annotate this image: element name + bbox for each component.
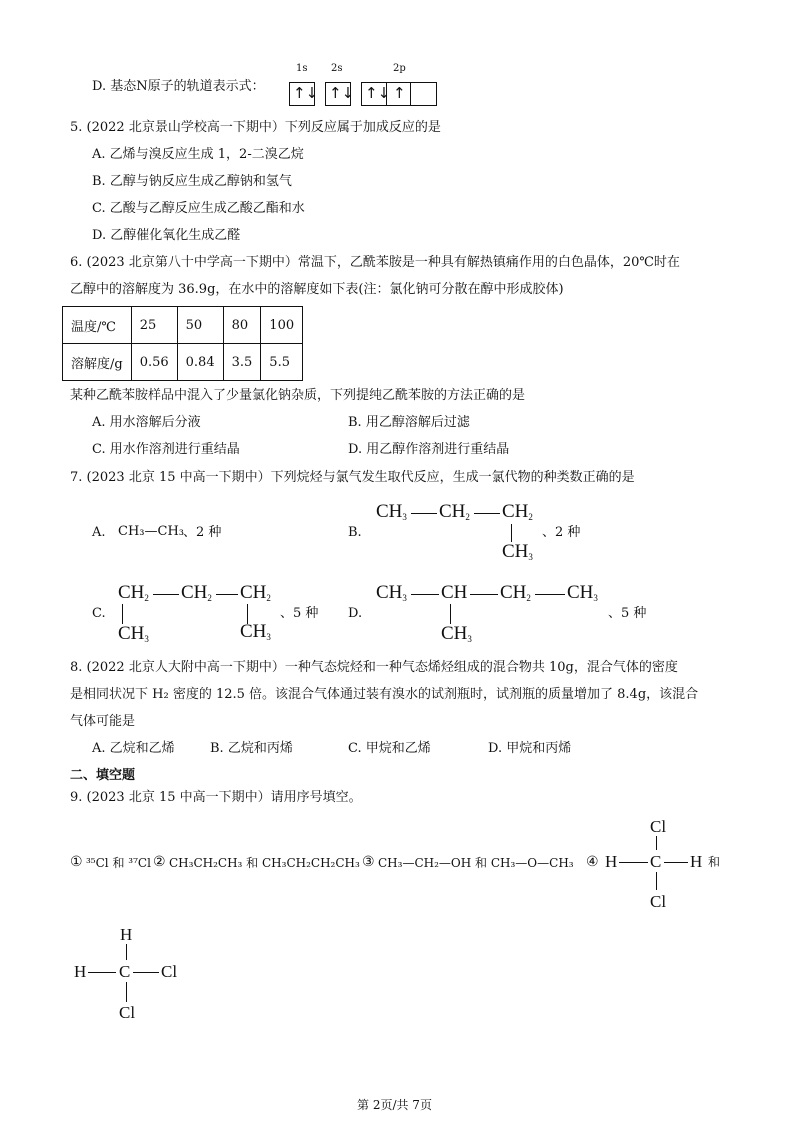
q7-stem: 7. (2023 北京 15 中高一下期中）下列烷烃与氯气发生取代反应，生成一氯代物的种类数正确的是: [70, 470, 635, 485]
q9-item-2-text: CH₃CH₂CH₃ 和 CH₃CH₂CH₂CH₃: [169, 856, 360, 870]
q8-option-d: D. 甲烷和丙烯: [488, 741, 572, 756]
q5-option-c: C. 乙酸与乙醇反应生成乙酸乙酯和水: [92, 201, 305, 216]
ch2-group: $CH_2$: [502, 501, 533, 522]
q5-option-b: B. 乙醇与钠反应生成乙醇钠和氢气: [92, 174, 292, 189]
bond-line: [656, 872, 657, 890]
bond-line: [126, 982, 127, 1002]
q7-option-c-label: C.: [92, 606, 106, 621]
q8-stem-line3: 气体可能是: [70, 714, 136, 729]
q7-option-c-count: 、5 种: [280, 606, 319, 621]
q9-item-2-marker: ②: [153, 854, 166, 870]
ch3-group: $CH_3$: [567, 582, 598, 603]
table-cell: 50: [177, 307, 223, 344]
bond-line: [411, 594, 439, 595]
q6-stem-line1: 6. (2023 北京第八十中学高一下期中）常温下，乙酰苯胺是一种具有解热镇痛作用的白色晶体，20℃时在: [70, 255, 680, 270]
q8-option-c: C. 甲烷和乙烯: [348, 741, 431, 756]
bond-line: [133, 972, 159, 973]
q9-item-1-marker: ①: [70, 854, 83, 870]
q7-option-d-count: 、5 种: [608, 606, 647, 621]
ch2-group: $CH_2$: [500, 582, 531, 603]
c-atom: C: [650, 852, 662, 871]
cl-atom: Cl: [119, 1003, 136, 1022]
spin-up-arrow-icon: ↑: [393, 84, 406, 102]
spin-pair-arrows-icon: ↑↓: [293, 84, 319, 102]
page-number: 第 2页/共 7页: [357, 1098, 432, 1112]
table-cell: 25: [131, 307, 177, 344]
ch3-group: $CH_3$: [441, 623, 472, 644]
ch3-group: $CH_3$: [376, 501, 407, 522]
q8-stem-line1: 8. (2022 北京人大附中高一下期中）一种气态烷烃和一种气态烯烃组成的混合物共 10g，混合气体的密度: [70, 660, 678, 675]
bond-line: [216, 594, 238, 595]
orbital-label-1s: 1s: [296, 63, 308, 74]
orbital-box-2s: [325, 82, 355, 106]
spin-pair-arrows-icon: ↑↓: [365, 84, 391, 102]
table-cell: 0.56: [131, 344, 177, 381]
bond-line: [474, 513, 500, 514]
orbital-label-2p: 2p: [393, 63, 406, 74]
ch3-group: $CH_3$: [240, 621, 271, 642]
bond-line: [656, 836, 657, 850]
q9-item-3-marker: ③: [362, 854, 375, 870]
bond-line: [619, 862, 648, 863]
ch2-group: $CH_2$: [439, 501, 470, 522]
q8-stem-line2: 是相同状况下 H₂ 密度的 12.5 倍。该混合气体通过装有溴水的试剂瓶时，试剂瓶的质量增加了 8.4g，该混合: [70, 687, 699, 702]
orbital-cell: [386, 83, 411, 105]
q7-option-a-label: A.: [92, 525, 106, 540]
q7-option-b-count: 、2 种: [542, 525, 581, 540]
orbital-box-1s: [289, 82, 319, 106]
q7-option-d-label: D.: [348, 606, 363, 621]
bond-line: [153, 594, 179, 595]
q4-option-d-label: D. 基态N原子的轨道表示式：: [92, 79, 265, 94]
q6-option-b: B. 用乙醇溶解后过滤: [348, 415, 470, 430]
orbital-label-2s: 2s: [331, 63, 343, 74]
ch3-group: $CH_3$: [502, 541, 533, 562]
q9-stem: 9. (2023 北京 15 中高一下期中）请用序号填空。: [70, 790, 362, 805]
spin-pair-arrows-icon: ↑↓: [329, 84, 355, 102]
bond-line: [411, 513, 437, 514]
q5-option-a: A. 乙烯与溴反应生成 1，2-二溴乙烷: [92, 147, 304, 162]
h-atom: H: [605, 852, 618, 871]
cl-atom: Cl: [650, 892, 667, 911]
q7-option-b-label: B.: [348, 525, 362, 540]
table-cell: 100: [261, 307, 303, 344]
q6-option-c: C. 用水作溶剂进行重结晶: [92, 442, 240, 457]
ch3-group: $CH_3$: [376, 582, 407, 603]
q8-option-a: A. 乙烷和乙烯: [92, 741, 175, 756]
q5-option-d: D. 乙醇催化氧化生成乙醛: [92, 228, 241, 243]
q6-option-d: D. 用乙醇作溶剂进行重结晶: [348, 442, 510, 457]
table-cell: 溶解度/g: [63, 344, 132, 381]
orbital-box-2p: [361, 82, 437, 106]
cl-atom: Cl: [161, 962, 178, 981]
table-row: [63, 344, 303, 381]
cl-atom: Cl: [650, 817, 667, 836]
q7-option-a-count: 、2 种: [183, 525, 222, 540]
bond-line: [470, 594, 498, 595]
ch3-group: $CH_3$: [118, 623, 149, 644]
table-cell: 0.84: [177, 344, 223, 381]
orbital-cell: [410, 83, 436, 105]
bond-line: [126, 944, 127, 960]
q9-item-4-and: 和: [708, 855, 721, 869]
table-row: [63, 307, 303, 344]
q9-item-4-marker: ④: [586, 854, 599, 870]
h-atom: H: [690, 852, 703, 871]
bond-line: [88, 972, 116, 973]
ch-group: CH: [441, 582, 468, 603]
bond-line: [535, 594, 565, 595]
bond-line: [122, 604, 123, 624]
table-cell: 3.5: [223, 344, 261, 381]
q9-item-3-text: CH₃—CH₂—OH 和 CH₃—O—CH₃: [378, 856, 574, 870]
q6-question: 某种乙酰苯胺样品中混入了少量氯化钠杂质，下列提纯乙酰苯胺的方法正确的是: [70, 388, 526, 403]
table-cell: 80: [223, 307, 261, 344]
q9-item-1-text: ³⁵Cl 和 ³⁷Cl: [86, 856, 151, 870]
h-atom: H: [74, 962, 87, 981]
ch2-group: $CH_2$: [240, 582, 271, 603]
bond-line: [511, 524, 512, 542]
ch2-group: $CH_2$: [118, 582, 149, 603]
bond-line: [450, 604, 451, 624]
solubility-table: [62, 306, 303, 381]
section-heading: 二、填空题: [70, 768, 136, 783]
q6-stem-line2: 乙醇中的溶解度为 36.9g，在水中的溶解度如下表(注：氯化钠可分散在醇中形成胶体): [70, 282, 564, 297]
table-cell: 5.5: [261, 344, 303, 381]
bond-line: [664, 862, 688, 863]
c-atom: C: [119, 962, 131, 981]
q5-stem: 5. (2022 北京景山学校高一下期中）下列反应属于加成反应的是: [70, 120, 441, 135]
table-cell: 温度/℃: [63, 307, 132, 344]
q7-option-a-formula: CH₃—CH₃: [118, 524, 184, 539]
q6-option-a: A. 用水溶解后分液: [92, 415, 201, 430]
h-atom: H: [120, 925, 133, 944]
q8-option-b: B. 乙烷和丙烯: [210, 741, 293, 756]
ch2-group: $CH_2$: [181, 582, 212, 603]
